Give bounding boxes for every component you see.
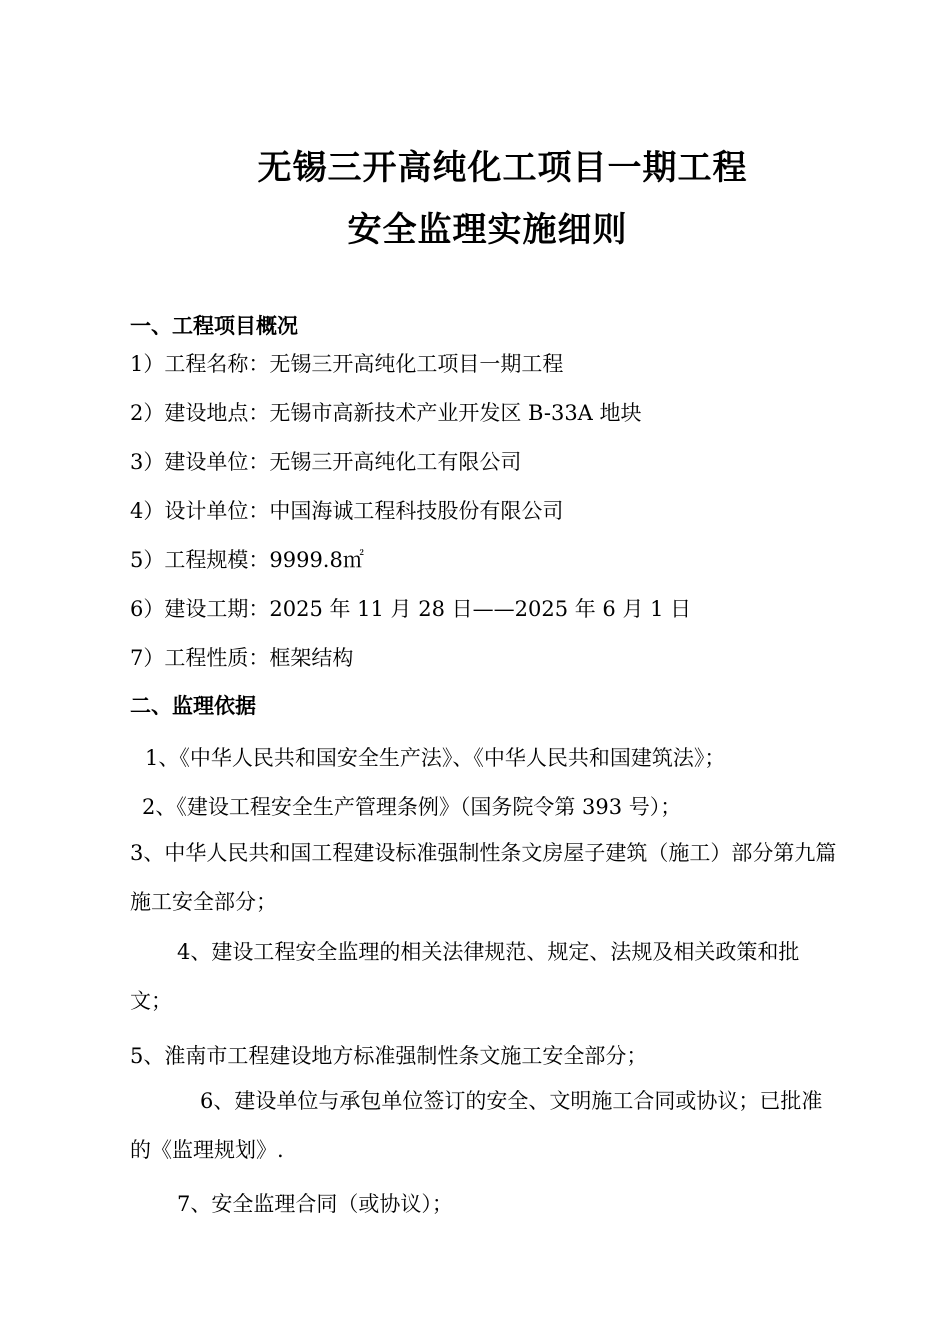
overview-item: 3）建设单位：无锡三开高纯化工有限公司: [130, 450, 522, 474]
basis-item: 4、建设工程安全监理的相关法律规范、规定、法规及相关政策和批文；: [130, 940, 800, 1013]
section-heading-basis: 二、监理依据: [130, 694, 256, 718]
basis-item: 5、淮南市工程建设地方标准强制性条文施工安全部分；: [130, 1044, 648, 1068]
overview-item: 7）工程性质：框架结构: [130, 646, 354, 670]
basis-item: 1、《中华人民共和国安全生产法》、《中华人民共和国建筑法》；: [145, 746, 726, 770]
basis-item: 3、中华人民共和国工程建设标准强制性条文房屋子建筑（施工）部分第九篇施工安全部分；: [130, 841, 837, 914]
overview-item: 2）建设地点：无锡市高新技术产业开发区 B-33A 地块: [130, 401, 642, 425]
overview-item: 1）工程名称：无锡三开高纯化工项目一期工程: [130, 352, 564, 376]
basis-item: 6、建设单位与承包单位签订的安全、文明施工合同或协议；已批准的《监理规划》.: [130, 1089, 823, 1162]
overview-item: 5）工程规模：9999.8㎡: [130, 548, 364, 572]
basis-item: 7、安全监理合同（或协议）；: [177, 1192, 453, 1216]
document-title: 无锡三开高纯化工项目一期工程: [257, 148, 748, 188]
basis-item: 2、《建设工程安全生产管理条例》（国务院令第 393 号）；: [142, 795, 682, 819]
document-subtitle: 安全监理实施细则: [347, 210, 628, 250]
section-heading-overview: 一、工程项目概况: [130, 314, 298, 338]
overview-item: 4）设计单位：中国海诚工程科技股份有限公司: [130, 499, 564, 523]
overview-item: 6）建设工期：2025 年 11 月 28 日——2025 年 6 月 1 日: [130, 597, 692, 621]
